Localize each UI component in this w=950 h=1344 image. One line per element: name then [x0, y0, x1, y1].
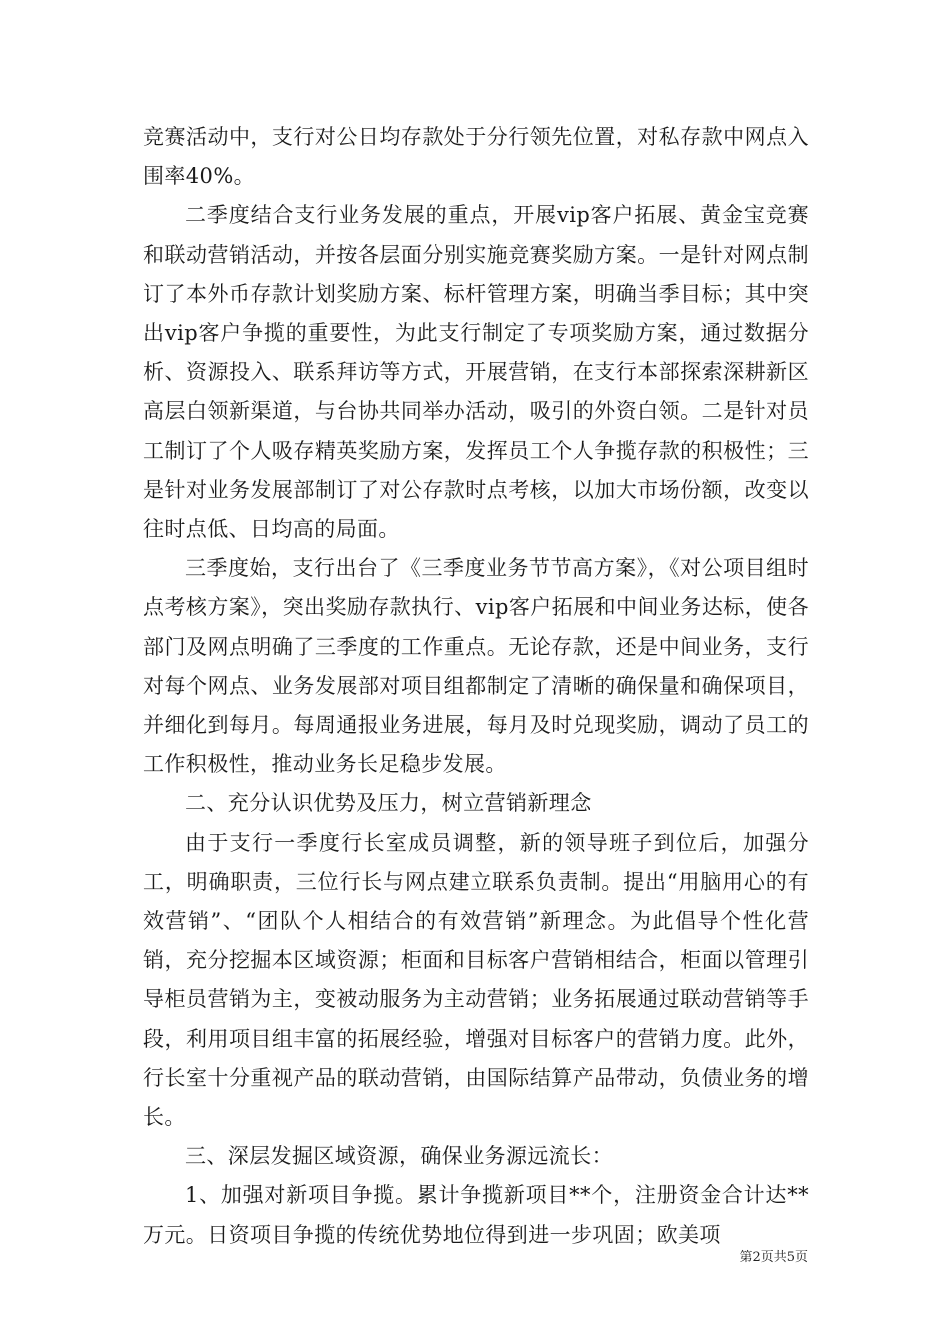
section-heading-2: 二、充分认识优势及压力，树立营销新理念 — [185, 791, 592, 816]
page-indicator: 第2页共5页 — [739, 1250, 808, 1265]
document-body — [143, 118, 809, 1255]
paragraph-7: 1、加强对新项目争揽。累计争揽新项目**个，注册资金合计达**万元。日资项目争揽的传统优势地位得到进一步巩固；欧美项 — [143, 1183, 809, 1247]
section-heading-3: 三、深层发掘区域资源，确保业务源远流长： — [185, 1144, 613, 1169]
paragraph-3: 三季度始，支行出台了《三季度业务节节高方案》，《对公项目组时点考核方案》，突出奖励存款执行、vip客户拓展和中间业务达标，使各部门及网点明确了三季度的工作重点。无论存款，还是中间业务，支行对每个网点、业务发展部对项目组都制定了清晰的确保量和确保项目，并细化到每月。每周通报业务进展，每月及时兑现奖励，调动了员工的工作积极性，推动业务长足稳步发展。 — [143, 556, 809, 777]
paragraph-5: 由于支行一季度行长室成员调整，新的领导班子到位后，加强分工，明确职责，三位行长与网点建立联系负责制。提出“用脑用心的有效营销”、“团队个人相结合的有效营销”新理念。为此倡导个性化营销，充分挖掘本区域资源；柜面和目标客户营销相结合，柜面以管理引导柜员营销为主，变被动服务为主动营销；业务拓展通过联动营销等手段，利用项目组丰富的拓展经验，增强对目标客户的营销力度。此外，行长室十分重视产品的联动营销，由国际结算产品带动，负债业务的增长。 — [143, 830, 809, 1130]
paragraph-1: 竞赛活动中，支行对公日均存款处于分行领先位置，对私存款中网点入围率40%。 — [143, 125, 809, 189]
paragraph-2: 二季度结合支行业务发展的重点，开展vip客户拓展、黄金宝竞赛和联动营销活动，并按各层面分别实施竞赛奖励方案。一是针对网点制订了本外币存款计划奖励方案、标杆管理方案，明确当季目标；其中突出vip客户争揽的重要性，为此支行制定了专项奖励方案，通过数据分析、资源投入、联系拜访等方式，开展营销，在支行本部探索深耕新区高层白领新渠道，与台协共同举办活动，吸引的外资白领。二是针对员工制订了个人吸存精英奖励方案，发挥员工个人争揽存款的积极性；三是针对业务发展部制订了对公存款时点考核，以加大市场份额，改变以往时点低、日均高的局面。 — [143, 203, 809, 542]
